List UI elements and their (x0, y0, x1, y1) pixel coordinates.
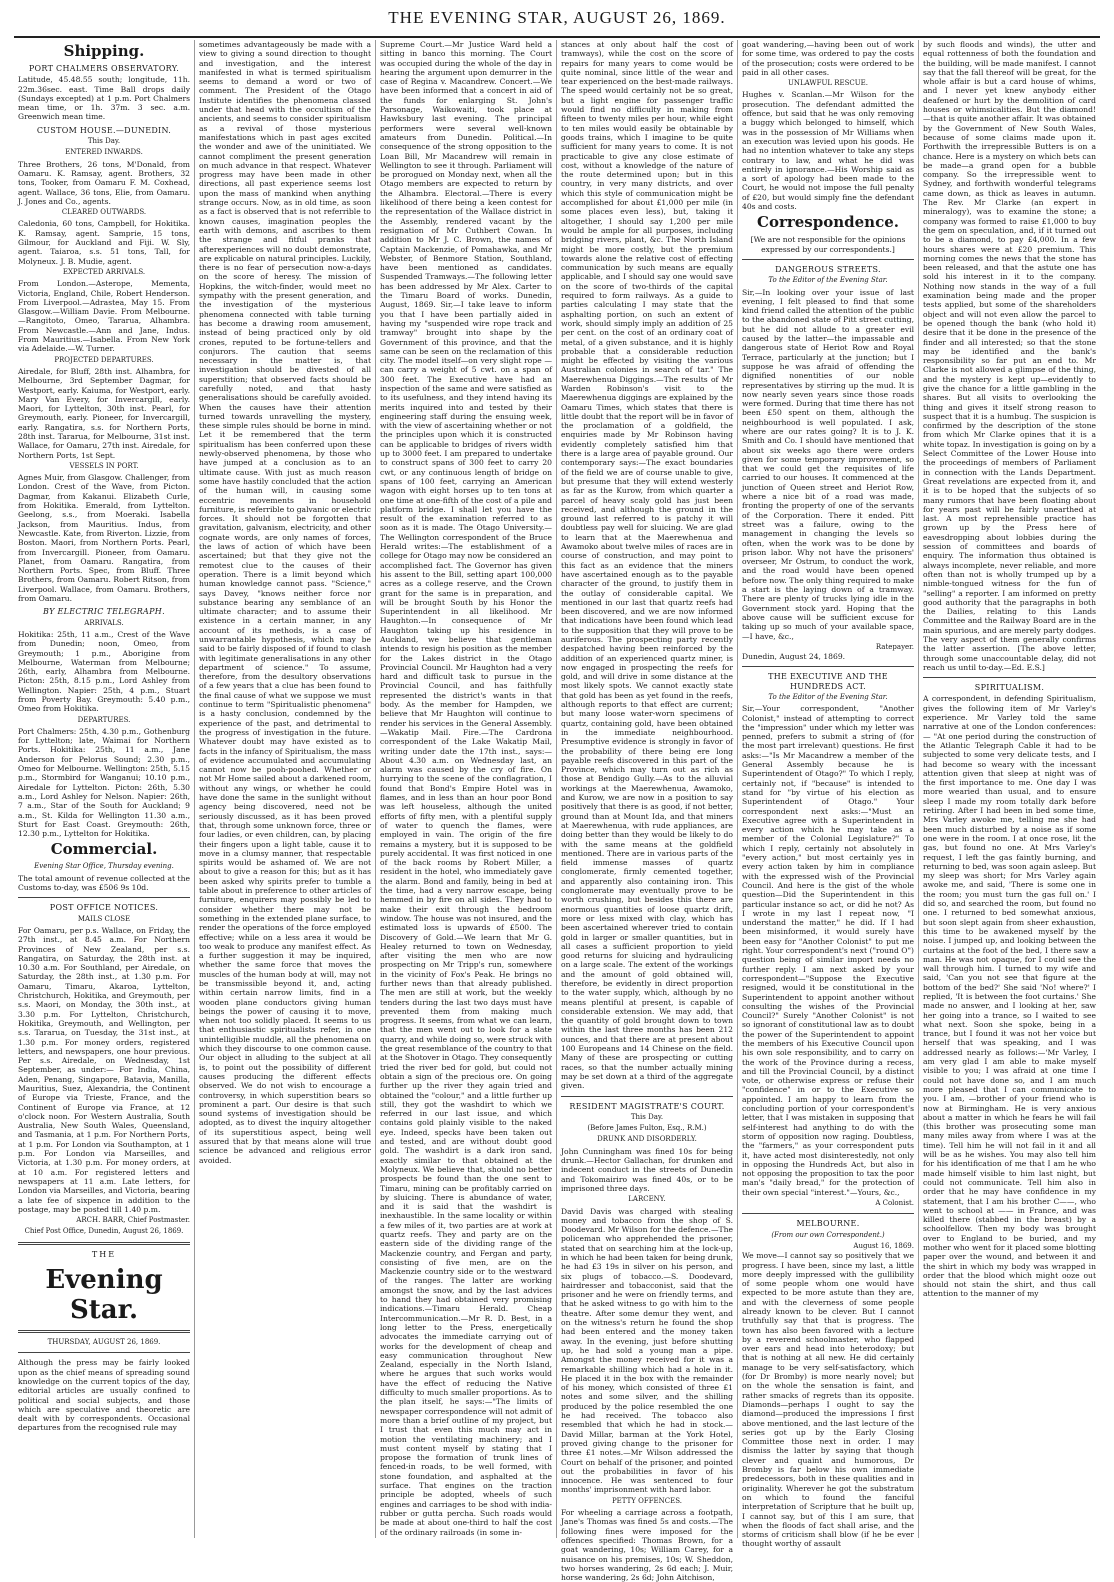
post-signature-place: Chief Post Office, Dunedin, August 26, 1869. (24, 1227, 184, 1236)
dangerous-date: Dunedin, August 24, 1869. (742, 652, 846, 662)
melbourne-title: MELBOURNE. (796, 1219, 860, 1229)
melbourne-from: (From our own Correspondent.) (771, 1230, 885, 1239)
divider (18, 1242, 190, 1245)
column-4 (557, 40, 738, 1582)
melbourne-text: We move—I cannot say so positively that we progress. I have been, since my last, a little more deeply impressed with the gullibility of some people whom one would have expected to be more astute than they are, and with the cleverness of some people already known to be clever. But I cannot truthfully say that that is progress. The town has also been favored with a lecture by a reverend schoolmaster, who flapped over ears and head into heterodoxy; but that is nothing at all new. He did certainly manage to be very self-satisfactory, which (for Dr Bromby) is more nearly novel; but on the whole the sensation is faint, and rather smacks of regrets than its opposite. Diamonds—perhaps I ought to say the diamond—produced the impressions I first above mentioned, and the last lecture of the series got up by the Early Closing Committee those next in order. I may dismiss the latter by saying that though clever and quaint and humorous, Dr Bromby is far below his own immediate predecessors, both in these qualities and in originality. Wherever he got the substratum on which to found the fanciful interpretation of Scripture that he built up, I cannot say, but of this I am sure, that when the floods of fact shall arise, and the storms of criticism shall blow (if he be ever thought worthy of assault (742, 1251, 914, 1549)
divider (18, 897, 190, 898)
divider (18, 1352, 190, 1353)
melbourne-continued: by such floods and winds), the utter and equal rottenness of both the foundation and the building, will be made manifest. I cannot say that the fall thereof will be great, for the whole affair is but a card house of whims, and I never yet knew anybody either deafened or hurt by the demolition of card houses or whimsicalities. But the diamond!—that is quite another affair. It was obtained by the Government of New South Wales, because of some claims made upon it. Forthwith the irrepressible Butters is on a chance. Here is a mystery on which bets can be made—a grand open for a bubble company. So the irrepressible went to Sydney, and forthwith wonderful telegrams came down, as thick as leaves in autumn. The Rev. Mr Clarke (an expert in mineralogy), was to examine the stone; a company was formed to raise £1,000 to buy the gem on speculation, and, if it turned out to be a diamond, to pay £4,000. In a few hours shares were at £20 premium. This morning comes the news that the stone has been released, and that the astute one has sold his interest in it to the company. Nothing now stands in the way of a full examination being made and the proper tests applied, but some of the shareholders object and will not even allow the parcel to be opened though the bank (who hold it) desire that it be done in the presence of the finder and all interested; so that the stone may be identified and the bank's responsibility so far put an end to. Mr Clarke is not allowed a glimpse of the thing, and the mystery is kept up—evidently to give the chance for a little gambling in the shares. But all visits to overlooking the thing and gives it itself strong reason to suspect that it is a humbug. The suspicion is confirmed by the description of the stone from which Mr Clarke opines that it is a white topaz. In investigation is going on by a Select Committee of the Lower House into the proceedings of members of Parliament in connection with the Lands Department. Great revelations are expected from it, and it is to be hoped that the subjects of so many rumors that have been floating about for years past will be fairly unearthed at last. A most reprehensible practice has grown up by the Press here of eavesdropping about lobbies during the session of committees and boards of enquiry. The information thus obtained is always incomplete, never reliable, and more often than not is wholly trumped up by a nimble-tongued witness for the fun of "selling" a reporter. I am informed on pretty good authority that the paragraphs in both the Dailies, relating to this Lands Committee and the Railway Board are in the main spurious, and are merely party dodges. The very aspect of them generally confirms the latter assertion. [The above letter, through some unaccountable delay, did not reach us until to-day.—Ed. E.S.] (923, 40, 1096, 672)
masthead-title: THE EVENING STAR, AUGUST 26, 1869. (388, 8, 726, 27)
local-news: Supreme Court.—Mr Justice Ward held a sitting in banco this morning. The Court was occupied during the whole of the day in hearing the argument upon demurrer in the case of Regina v. Macandrew. Concert.—We have been informed that a concert in aid of the funds for enlarging St. John's Parsonage, Waikowaiti, took place at Hawksbury last evening. The principal performers were several well-known amateurs from Dunedin. Political.—In consequence of the strong opposition to the Loan Bill, Mr Macandrew will remain in Wellington to see it through. Parliament will be prorogued on Monday next, when all the Otago members are expected to return by the Alhambra. Electoral.—There is every likelihood of there being a keen contest for the representation of the Wallace district in the Assembly, rendered vacant by the resignation of Mr Cuthbert Cowan. In addition to Mr J. C. Brown, the names of Captain Mackenzie, of Pomahawka, and Mr Webster, of Benmore Station, Southland, have been mentioned as candidates. Suspended Tramways.—The following letter has been addressed by Mr Alex. Carter to the Timaru Board of works. Dunedin, August, 1869. Sir,—I take leave to inform you that I have been partially aided in having my "suspended wire rope track and tramway" brought into shape by the Government of this province, and that the same can be seen on the reclamation of this city. The model itself—on very slight rope —can carry a weight of 5 cwt. on a span of 300 feet. The Executive have had an inspection of the same and were satisfied as to its usefulness, and they intend having its merits inquired into and tested by their engineering staff during the ensuing week, with the view of ascertaining whether or not the principles upon which it is constructed can be applicable to bridges of rivers width up to 3000 feet. I am prepared to undertake to construct spans of 300 feet to carry 20 cwt, or any continuous length of bridge on spans of 100 feet, carrying an American wagon with eight horses up to ten tons at one time at one-fifth of the cost of a pile and platform bridge. I shall let you have the result of the examination referred to as soon as it is made. The Otago University.—The Wellington correspondent of the Bruce Herald writes:—The establishment of a college for Otago may now be considered an accomplished fact. The Governor has given his assent to the Bill, setting apart 100,000 acres as a college reserve, and the Crown grant for the same is in preparation, and will be brought South by his Honor the Superintendent in all likelihood. Mr Haughton.—In consequence of Mr Haughton taking up his residence in Auckland, we believe that gentleman intends to resign his position as the member for the Lakes district in the Otago Provincial Council. Mr Haughton had a very hard and difficult task to pursue in the Provincial Council, and has faithfully represented the district's wants in that body. As the member for Hampden, we believe that Mr Haughton will continue to render his services in the General Assembly.—Wakatip Mail. Fire.—The Cardrona correspondent of the Lake Wakatip Mail, writing under date the 17th inst., says:—About 4.30 a.m. on Wednesday last, an alarm was caused by the cry of fire. On hurrying to the scene of the conflagration, I found that Bond's Empire Hotel was in flames, and in less than an hour poor Bond was left houseless, although the united efforts of fifty men, with a plentiful supply of water to quench the flames, were employed in vain. The origin of the fire remains a mystery, but it is supposed to be purely accidental. It was first noticed in one of the back rooms by Robert Miller, a resident in the hotel, who immediately gave the alarm. Bond and family, being in bed at the time, had a very narrow escape, being hemmed in by fire on all sides. They had to make their exit through the bedroom window. The house was not insured, and the estimated loss is upwards of £500. The Discovery of Gold.—We learn that Mr G. Healey returned to town on Wednesday, after visiting the men who are now prospecting on Mr Tripp's run, somewhere in the vicinity of Fox's Peak. He brings no further news than that already published. The men are still at work, but the weekly tenders during the last two days must have prevented them from making much progress. It seems, from what we can learn, that the men went out to look for a slate quarry, and while doing so, were struck with the great resemblance of the country to that at the Shotover in Otago. They consequently tried the river bed for gold, but could not obtain a sign of the precious ore. On going further up the river they again tried and obtained the "colour," and a little further up still, they got the washdirt to which we referred in our last issue, and which contains gold plainly visible to the naked eye. Indeed, specks have been taken out and tested, and are without doubt good gold. The washdirt is a dark iron sand, exactly similar to that obtained at the Molyneux. We believe that, should no better prospects be found than the one sent to Timaru, mining can be profitably carried on by sluicing. There is abundance of water, and it is said that the washdirt is inexhaustible. In the same locality or within a few miles of it, two parties are at work at quartz reefs. They and party are on the eastern side of the dividing range of the Mackenzie country, and Fergan and party, consisting of five men, are on the Mackenzie country side or to the westward of the ranges. The latter are working amongst the snow, and by the last advices to hand they had obtained very promising indications.—Timaru Herald. Cheap Intercommunication.—Mr R. D. Best, in a long letter to the Press, energetically advocates the immediate carrying out of works for the development of cheap and easy communication throughout New Zealand, especially in the North Island, where he argues that such works would have the effect of reducing the Native difficulty to much smaller proportions. As to the plan itself, he says:—"The limits of newspaper correspondence will not admit of more than a brief outline of my project, but I trust that even this much may act in motion the ventilating machinery; and I must content myself by stating that I propose the formation of trunk lines of fenced-in roads, to be well formed, with stone foundation, and asphalted at the surface. That engines on the traction principle be adopted, wheels of such engines and carriages to be shod with india-rubber or gutta percha. Such roads would be made at about one-third to half the cost of the ordinary railroads (in some in- (380, 40, 552, 1537)
customs-title: CUSTOM HOUSE.—DUNEDIN. (36, 125, 172, 135)
commercial-text: The total amount of revenue collected at the Customs to-day, was £506 9s 10d. (18, 873, 190, 893)
leader-continued: sometimes advantageously be made with a view to giving a sound direction to thought and investigation, and the interest manifested in what is termed spiritualism seems to demand a word or two of comment. The President of the Otago Institute identifies the phenomena classed under that head with the occultism of the ancients, and seems to consider spiritualism as a revival of those mysterious manifestations which in past ages excited the wonder and awe of the uninitiated. We cannot compliment the present generation on much advance in that respect. Whatever progress may have been made in other directions, all past experience seems lost upon the mass of mankind when anything strange occurs. Now, as in old time, as soon as a fact is observed that is not referrible to known causes, imagination peoples the earth with demons, and ascribes to them the strange and fitful pranks that afterexperiences will no doubt demonstrate, are explicable on natural principles. Luckily, there is no fear of persecution now-a-days on the score of heresy. The mission of Hopkins, the witch-finder, would meet no sympathy with the present generation, and the investigation of the mysterious phenomena connected with table turning has become a drawing room amusement, instead of being practiced only by old crones, reputed to be fortune-tellers and conjurors. The caution that seems necessary in the matter is, that investigation should be divested of all superstition; that observed facts should be carefully noted, and that hasty generalisations should be carefully avoided. When the causes have their attention turned towards unravelling the mystery, these simple rules should be borne in mind. Let it be remembered that the term spiritualism has been conferred upon these newly-observed phenomena, by those who have jumped at a conclusion as to an ultimate cause. With just as much reason some have hastily concluded that the action of the human will, in causing some eccentric movements in household furniture, is referrible to galvanic or electric forces. It should not be forgotten that gravitation, galvanism, electricity, and other cognate words, are only names of forces, the laws of action of which have been ascertained; but that they give not the remotest clue to the causes of their operation. There is a limit beyond which human knowledge cannot pass. "Science," says Davey, "knows neither force nor substance bearing any semblance of an ultimate character; and to assume their existence in a certain manner, in any account of its methods, is a case of unwarrantable hypothesis, which may be said to be fairly disposed of if found to clash with legitimate generalisations in any other department of science." To assume, therefore, from the desultory observations of a few years that a clue has been found to the final cause of what we suppose we must continue to term "Spiritualistic phenomena" is a hasty conclusion, condemned by the experience of the past, and detrimental to the progress of investigation in the future. Whatever doubt may have existed as to facts in the infancy of Spiritualism, the mass of evidence accumulated and accumulating cannot now be pooh-poohed. Whether or not Mr Home sailed about a darkened room, without any wings, or whether he could have done the same in the sunlight without agency being discovered, need not be seriously discussed, as it has been proved that, through some unknown force, three or four ladies, or even children, can, by placing their fingers upon a light table, cause it to move in a clumsy manner, that respectable spirits would be ashamed of. We are not about to give a reason for this; but as it has been asked why spirits prefer to tumble a table about in preference to other articles of furniture, enquirers may possibly be led to consider whether there may not be something in the extended plane surface, to render the operations of the force employed effective; while on a less area it would be too weak to produce any manifest effect. As a further suggestion it may be inquired, whether the same force that moves the muscles of the human body at will, may not be transmissible beyond it, and, acting within certain narrow limits, find in a wooden plane conductors giving human beings the power of causing it to move, when not too solidly placed. It seems to us that enthusiastic spiritualists refer, in one unintelligible muddle, all the phenomena on which they discourse to one common cause. Our object in alluding to the subject at all is, to point out the possibility of different causes producing the different effects observed. We do not wish to encourage a controversy, in which superstition bears so prominent a part. Our desire is that such sound systems of investigation should be adopted, as to divest the inquiry altogether of its superstitious aspect, being well assured that by that means alone will true science be advanced and religious error avoided. (199, 40, 372, 1165)
vessels-title: VESSELS IN PORT. (69, 461, 139, 470)
divider (923, 677, 1096, 678)
dangerous-signature: Ratepayer. (875, 642, 914, 651)
divider (742, 259, 914, 260)
entered-title: ENTERED INWARDS. (65, 148, 143, 157)
divider (742, 1213, 914, 1214)
arrivals-title: ARRIVALS. (84, 618, 124, 627)
columns (14, 40, 1100, 1582)
arrivals-text: Hokitika: 25th, 11 a.m., Crest of the Wave from Dunedin; noon, Omeo, from Greymouth; 1 p.m., Aborigine from Melbourne, Waterman from Melbourne; 26th, early, Alhambra from Melbourne. Picton: 25th, 8.15 p.m., Lord Ashley from Wellington. Napier: 25th, 4 p.m., Stuart from Poverty Bay. Greymouth: 5.40 p.m., Omeo from Hokitika. (18, 629, 190, 714)
petty-text: For wheeling a carriage across a footpath, Jane's Thomas was fined 5s and costs.—The following fines were imposed for the offences specified: Thomas Brown, for a goat wandering, 10s; William Carey, for a nuisance on his premises, 10s; W. Sheddon, two horses wandering, 2s 6d each; J. Muir, horse wandering, 2s 6d; John Aitchison, (561, 1508, 733, 1582)
expected-text: From London.—Asterope, Mementa, Victoria, England, Chile, Robert Henderson. From Liverpool.—Adrastea, May 15. From Glasgow.—William Davie. From Melbourne.—Rangitoto, Omeo, Tararua, Alhambra. From Newcastle.—Ann and Jane, Indus. From Mauritius.—Isabella. From New York via Adelaide.—W. Turner. (18, 279, 190, 354)
commercial-office: Evening Star Office, Thursday evening. (34, 862, 174, 871)
drunk-title: DRUNK AND DISORDERLY. (597, 1135, 697, 1144)
cleared-title: CLEARED OUTWARDS. (61, 208, 147, 217)
shipping-heading: Shipping. (63, 42, 145, 60)
post-text: For Oamaru, per p.s. Wallace, on Friday, the 27th inst., at 8.45 a.m. For Northern Provinces of New Zealand, per s.s. Rangatira, on Saturday, the 28th inst. at 10.30 a.m. For Southland, per Airedale, on Saturday, the 28th inst., at 1.30 p.m. For Oamaru, Timaru, Akaroa, Lyttelton, Christchurch, Hokitika, and Greymouth, per s.s. Maori, on Monday, the 30th inst., at 3.30 p.m. For Lyttelton, Christchurch, Hokitika, Greymouth, and Wellington, per s.s. Tararua, on Tuesday, the 31st inst., at 1.30 p.m. For money orders, registered letters, and newspapers, one hour previous. Per s.s. Airedale, on Wednesday, 1st September, as under:— For India, China, Aden, Penang, Singapore, Batavia, Manilla, Mauritius, Suez, Alexandria, the Continent of Europe via Trieste, France, and the Continent of Europe via France, at 12 o'clock noon. For Western Australia, South Australia, New South Wales, Queensland, and Tasmania, at 1 p.m. For Northern Ports, at 1 p.m. For London via Southampton, at 1 p.m. For London via Marseilles, and Victoria, at 1.30 p.m. For money orders, at at 10 a.m. For registered letters and newspapers at 11 a.m. Late letters, for London via Marseilles, and Victoria, bearing a late fee of sixpence in addition to the postage, may be posted till 1.40 p.m. (18, 925, 190, 1214)
departures-text: Port Chalmers: 25th, 4.30 p.m., Gothenburg for Lyttelton; late, Waimai for Northern Ports. Hokitika: 25th, 11 a.m., Jane Anderson for Pelorus Sound; 2.30 p.m., Omeo for Melbourne. Wellington: 25th, 5.15 p.m., Stormbird for Wanganui; 10.10 p.m., Airedale for Lyttelton. Picton: 26th, 5.30 a.m., Lord Ashley for Nelson. Napier: 26th, 7 a.m., Star of the South for Auckland; 9 a.m., St. Kilda for Wellington 11.30 a.m., Sturt for East Coast. Greymouth: 26th, 12.30 p.m., Lyttelton for Hokitika. (18, 726, 190, 839)
customs-day: This Day. (87, 137, 121, 146)
paper-title: Evening Star. (45, 1265, 163, 1326)
post-title: POST OFFICE NOTICES. (49, 903, 159, 913)
mails-title: MAILS CLOSE (77, 914, 131, 923)
spiritualism-title: SPIRITUALISM. (974, 683, 1045, 693)
larceny-text: David Davis was charged with stealing money and tobacco from the shop of S. Doodevard. Mr Wilson for the defence.—The policeman who apprehended the prisoner, stated that on searching him at the lock-up, in which he had been taken for being drunk, he had £3 19s in silver on his person, and six plugs of tobacco.—S. Doodevard, hairdresser and tobacconist, said that the prisoner and he were on friendly terms, and that he asked witness to go with him to the theatre. After some demur they went, and on the witness's return he found the shop had been entered and the money taken away. In the evening, just before shutting up, he had sold a young man a pipe. Amongst the money received for it was a remarkable shilling which had a hole in it. He placed it in the box with the remainder of his money, which consisted of three £1 notes and some silver, and the shilling produced by the police resembled the one he had received. The tobacco also resembled that which he had in stock.—David Millar, barman at the York Hotel, proved giving change to the prisoner for three £1 notes.—Mr Wilson addressed the Court on behalf of the prisoner, and pointed out the probabilities in favor of his innocence. He was sentenced to four months' imprisonment with hard labor. (561, 1206, 733, 1495)
expected-title: EXPECTED ARRIVALS. (62, 267, 146, 276)
larceny-title: LARCENY. (628, 1195, 666, 1204)
unlawful-title: UNLAWFUL RESCUE. (787, 79, 869, 88)
divider (18, 1330, 190, 1333)
court-day: This Day. (630, 1112, 664, 1121)
telegraph-title: BY ELECTRIC TELEGRAPH. (43, 607, 165, 617)
observatory-text: Latitude, 45.48.55 south; longitude, 11h. 22m.36sec. east. Time Ball drops daily (Sundays excepted) at 1 p.m. Port Chalmers mean time, or 1h. 37m. 3 sec. a.m. Greenwich mean time. (18, 75, 190, 122)
executive-to: To the Editor of the Evening Star. (768, 693, 888, 701)
column-5 (738, 40, 919, 1549)
court-continued: goat wandering,—having been out of work for some time, was ordered to pay the costs of the prosecution; costs were ordered to be paid in all other cases. (742, 40, 914, 77)
drunk-text: John Cunningham was fined 10s for being drunk.—Hector Gallachan, for drunken and indecent conduct in the streets of Dunedin and Tokomairiro was fined 40s, or to be imprisoned three days. (561, 1146, 733, 1193)
spiritualism-text: A correspondent, in defending Spiritualism, gives the following item of Mr Varley's experience. Mr Varley told the same narrative at one of the London conferences:— "At one period during the construction of the Atlantic Telegraph Cable it had to be subjected to some very delicate tests, and I had become so weary with the incessant attention given that sleep at night was of the first importance to me. One day I was more wearied than usual, and to ensure sleep I made my room totally dark before retiring. After I had been in bed some time, Mrs Varley awoke me, telling me she had been much disturbed by a noise as if some one were in the room. I at once rose, lit the gas, but found no one. At Mrs Varley's request, I left the gas faintly burning, and returning to bed, was soon again asleep. But my sleep was short; for Mrs Varley again awoke me, and said, 'There is some one in the room; you must turn the gas full on.' I did so, and searched the room, but found no one. I returned to bed somewhat anxious, but soon slept again from sheer exhaustion, this time to be awakened myself by the noise. I jumped up, and looking between the curtains at the foot of the bed, I there saw a man. He was not opaque, for I could see the wall through him. I turned to my wife and said, 'Can you not see that figure at the bottom of the bed?' She said 'No! where?' I replied, 'It is between the foot curtains.' She made no answer, and I looking at her, saw her going into a trance, so I waited to see what next. Soon she spoke, being in a trance, but I found it was not her voice but herself that was speaking, and I was addressed nearly as follows:—'Mr Varley, I am very glad I am able to make myself visible to you; I was afraid at one time I could not have done so, and I am much more pleased that I can communicate to you. I am, —brother of your friend who is now at Birmingham. He is very anxious about a matter in which he fears he will fail (this brother was prosecuting some man many miles away from where I was at the time). Tell him he will not fail in it and all will be as he wishes. You may also tell him for his identification of me that I am he who made himself visible to him last night, but could not communicate. Tell him also in order that he may have confidence in my statement, that I am his brother C——, who went to school at —— in France, and was killed there (stabbed in the breast) by a schoolfellow. Then my body was brought over to England to be buried, and my mother who went for it placed some blotting paper over the wound, and between it and the shirt in which my body was wrapped in order that the blood which might ooze out should not stain the shirt, and thus call attention to the manner of my (923, 694, 1096, 1299)
dangerous-title: DANGEROUS STREETS. (775, 264, 881, 274)
court-title: RESIDENT MAGISTRATE'S COURT. (569, 1101, 725, 1111)
dangerous-text: Sir,—In looking over your issue of last evening, I felt pleased to find that some kind friend called the attention of the public to the abandoned state of Pitt street cutting, but he did not allude to a greater evil caused by the latter—the impassable and dangerous state of Heriot Row and Royal Terrace, particularly at the junction; but I suppose he was afraid of offending the dignified nonentities of our noble representatives by stirring up the mud. It is now nearly seven years since those roads were formed. During that time there has not been £50 spent on them, although the neighbourhood is well populated. I ask, where are our rates going? It is to J. K. Smith and Co. I should have mentioned that about six weeks ago there were orders given for some temporary improvement, so that we could get the requisites of life carried to our houses. It commenced at the junction of Queen street and Heriot Row, where a nice bit of a road was made, fronting the property of one of the servants of the Corporation. There it ended. Pitt street was a failure, owing to the management in changing the levels so often, when the work was to be done by prison labor. Why not have the prisoners' overseer, Mr Ostrum, to conduct the work, and the road would have been opened before now. The only thing required to make a start is the laying down of a tramway. There are plenty of trucks lying idle in the Government stock yard. Hoping that the above cause will be sufficient excuse for taking up so much of your available space,—I have, &c., (742, 287, 914, 641)
entered-text: Three Brothers, 26 tons, M'Donald, from Oamaru. K. Ramsay, agent. Brothers, 32 tons, Tooker, from Oamaru F. M. Coxhead, agent. Wallace, 36 tons, Elie, from Oamaru. J. Jones and Co., agents. (18, 159, 190, 206)
executive-text: Sir,—Your correspondent, "Another Colonist," instead of attempting to correct the "impression" under which my letter was penned, prefers to submit a string of (for the most part irrelevant) questions. He first asks:—"Is Mr Macandrew a member of the General Assembly because he is Superintendent of Otago?" To which I reply, certainly not, if "because" is intended to stand for "by virtue of his election as Superintendent of Otago." Your correspondent next asks:—"Must an Executive agree with a Superintendent in every action which he may take as a member of the Colonial Legislature?" To which I reply, certainly not absolutely in "every action," but most certainly yes in every action taken by him in compliance with the expressed wish of the Provincial Council. And here is the gist of the whole question—Did the Superintendent in this particular instance so act, or did he not? As I wrote in my last I repeat now, "I understand the matter," he did. If I had been misinformed, it would surely have been easy for "Another Colonist" to put me right. Your correspondent's next ("round O") question being of similar import needs no further reply. I am next asked by your correspondent—"Suppose the Executive resigned, would it be constitutional in the Superintendent to appoint another without consulting the wishes of the Provincial Council?" Surely "Another Colonist" is not so ignorant of constitutional law as to doubt the power of the Superintendent to appoint the members of his Executive Council upon his own sole responsibility, and to carry on the work of the Province during a recess, and till the Provincial Council, by a distinct vote, or otherwise express or refuse their "confidence" in or to the Executive so appointed. I am happy to learn from the concluding portion of your correspondent's letter, that I was mistaken in supposing that self-interest had anything to do with the storm of opposition now raging. Doubtless, the "farmers," as your correspondent puts it, have acted most disinterestedly, not only in opposing the Hundreds Act, but also in not opposing the proposition to tax the poor man's "daily bread," for the protection of their own special "interest."—Yours, &c., (742, 704, 914, 1197)
commercial-heading: Commercial. (50, 840, 158, 859)
court-before: (Before James Fulton, Esq., R.M.) (587, 1124, 707, 1133)
divider (561, 1096, 733, 1097)
projected-title: PROJECTED DEPARTURES. (54, 355, 154, 364)
departures-title: DEPARTURES. (77, 715, 131, 724)
date-line: THURSDAY, AUGUST 26, 1869. (47, 1338, 161, 1347)
dangerous-to: To the Editor of the Evening Star. (768, 276, 888, 285)
correspondence-note: [We are not responsible for the opinions expressed by our correspondents.] (750, 235, 906, 254)
post-signature: ARCH. BARR, Chief Postmaster. (76, 1216, 190, 1225)
column-6 (919, 40, 1100, 1538)
cleared-text: Caledonia, 60 tons, Campbell, for Hokitika. K. Ramsay, agent. Samprie, 15 tons, Gilmour, for Auckland and Fiji. W. Sly, agent. Taiaroa, s.s. 51 tons, Tall, for Molyneux. J. B. Mudie, agent. (18, 219, 190, 266)
news-continued: stances at only about half the cost of tramways), while the cost on the score of repairs for many years to come would be quite nominal, since little of the wear and tear experienced on the best-made railways. The speed would certainly not be so great, but a light engine for passenger traffic would find no difficulty in making from fifteen to twenty miles per hour, while eight to ten miles would easily be obtainable by goods trains, which I imagine to be quite sufficient for many years to come. It is not practicable to give any close estimate of cost, without a knowledge of the nature of the route determined upon; but in this country, in very many districts, and over which this style of communication might be accomplished for about £1,000 per mile (in some places even less), but, taking it altogether, I should say 1,200 per mile would be ample for all purposes, including bridging rivers, plant, &c. The North Island might be more costly, but the premium towards alone the relative cost of effecting communication by such means are equally applicable, and I should say one would save on the score of two-thirds of the capital required to form railways. As a guide to parties calculating I may state that the asphalting portion, on such an extent of work, should simply imply an addition of 25 per cent. on the cost of an ordinary coat of metal, of a given substance, and it is highly probable that a considerable reduction might be effected by visiting the various Australian colonies in search of tar." The Maerewhenua Diggings.—The results of Mr Warden Robinson's visit to the Maerewhenua diggings are explained by the Oamaru Times, which states that there is little doubt that the report will be in favor of the proclamation of a goldfield, the enquiries made by Mr Robinson having evidently completely satisfied him that there is a large area of payable ground. Our contemporary says:—The exact boundaries of the field we are of course unable to give, but presume that they will extend westerly as far as the Kurow, from which quarter a parcel of heavy scaly gold has just been received, and although the ground in the ground last referred to is patchy it will doubtless pay well for sluicing. We are glad to learn that at the Maerewhenua and Awamoko about twelve miles of races are in course of construction, and may point to this fact as an evidence that the miners have ascertained enough as to the payable character of the ground, to justify them in the outlay of considerable capital. We mentioned in our last that quartz reefs had been discovered, and we are now informed that indications have been found which lead to the supposition that they will prove to be auriferous. The prospecting party recently despatched having been reinforced by the addition of an experienced quartz miner, is now engaged in prospecting the reefs for gold, and will drive in some distance at the most likely spots. We cannot exactly state that gold has been as yet found in the reefs, although reports to that effect are current; but many loose water-worn specimens of quartz, containing gold, have been obtained in the immediate neighbourhood. Presumptive evidence is strongly in favor of the probability of there being ere long payable reefs discovered in this part of the Province, which may turn out as rich as those at Bendigo Gully.—As to the alluvial workings at the Maerewhenua, Awamoko, and Kurow, we are now in a position to say positively that there is as good, if not better, ground than at Mount Ida, and that miners at Maerewhenua, with rude appliances, are doing better than they would be likely to do with the same means at the goldfield mentioned. There are in various parts of the field immense masses of quartz conglomerate, firmly cemented together, and apparently also containing iron. This conglomerate may eventually prove to be worth crushing, but besides this there are enormous quantities of loose quartz drift, more or less mixed with clay, which has been ascertained wherever tried to contain gold in larger or smaller quantities, but in all cases a sufficient proportion to yield good returns for sluicing and hydraulicing on a large scale. The extent of the workings and the amount of gold obtained will, therefore, be evidently in direct proportion to the water supply, which, although by no means plentiful at present, is capable of considerable extension. We may add, that the quantity of gold brought down to town within the last three months has been 212 ounces, and that there are at present about 100 Europeans and 14 Chinese on the field. Many of these are prospecting or cutting races, so that the number actually mining may be set down at a third of the aggregate given. (561, 40, 733, 1091)
divider (742, 666, 914, 667)
masthead (14, 8, 1100, 38)
projected-text: Airedale, for Bluff, 28th inst. Alhambra, for Melbourne, 3rd September Dagmar, for Westport, early. Kaiuma, for Westport, early. Mary Van Every, for Invercargill, early. Maori, for Lyttelton, 30th inst. Pearl, for Greymouth, early. Pioneer, for Invercargill, early. Rangatira, s.s. for Northern Ports, 28th inst. Tararua, for Melbourne, 31st inst. Wallace, for Oamaru, 27th inst. Airedale, for Northern Ports, 1st Sept. (18, 366, 190, 460)
correspondence-heading: Correspondence. (757, 213, 899, 232)
column-1 (14, 40, 195, 1538)
column-3 (376, 40, 557, 1538)
unlawful-text: Hughes v. Scanlan.—Mr Wilson for the prosecution. The defendant admitted the offence, but said that he was only removing a buggy which belonged to himself, which was in the possession of Mr Williams when an execution was levied upon his goods. He had no intention whatever to take any steps contrary to law, and what he did was entirely in ignorance.—His Worship said as a sort of apology had been made to the Court, he would not impose the full penalty of £20, but would simply fine the defendant 40s and costs. (742, 90, 914, 212)
petty-title: PETTY OFFENCES. (611, 1496, 683, 1505)
observatory-title: PORT CHALMERS OBSERVATORY. (28, 64, 180, 73)
executive-signature: A Colonist. (875, 1199, 914, 1208)
executive-title: THE EXECUTIVE AND THE HUNDREDS ACT. (768, 672, 888, 691)
vessels-text: Agnes Muir, from Glasgow. Challenger, from London. Crest of the Wave, from Picton. Dagmar, from Kakanui. Elizabeth Curle, from Hokitika. Emerald, from Lyttelton. Geelong, s.s., from Moeraki. Isabella Jackson, from Mauritius. Indus, from Newcastle. Kate, from Riverton. Lizzie, from Boston. Maori, from Northern Ports. Pearl, from Invercargill. Pioneer, from Oamaru. Planet, from Oamaru. Rangatira, from Northern Ports. Spec, from Bluff. Three Brothers, from Oamaru. Robert Ritson, from Liverpool. Wallace, from Oamaru. Brothers, from Oamaru. (18, 473, 190, 604)
column-2 (195, 40, 376, 1538)
melbourne-date: August 16, 1869. (853, 1241, 914, 1250)
leader-text: Although the press may be fairly looked upon as the chief means of spreading sound knowledge on the current topics of the day, editorial articles are usually confined to political and social subjects, and those which are speculative and theoretic are dealt with by correspondents. Occasional departures from the recognised rule may (18, 1358, 190, 1433)
the-label: THE (91, 1249, 117, 1259)
